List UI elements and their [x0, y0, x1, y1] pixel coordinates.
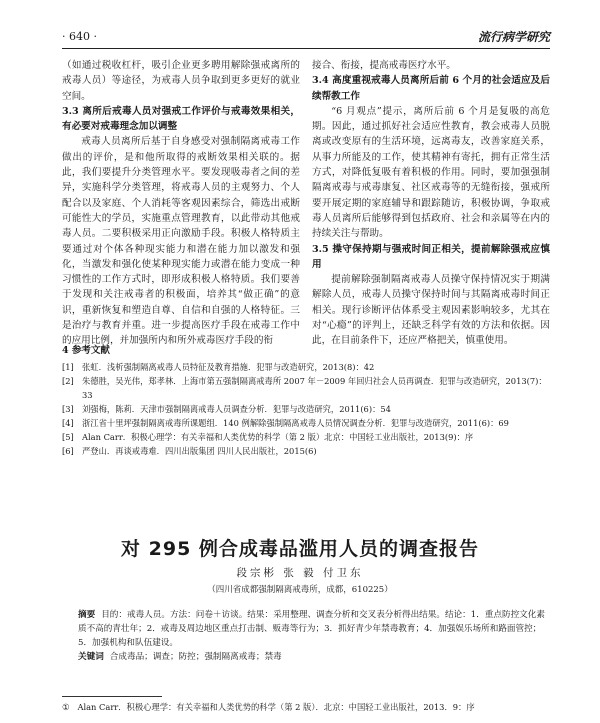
header-rule: [62, 48, 550, 49]
reference-item: [62, 444, 552, 458]
footnote-text: Alan Carr．积极心理学：有关幸福和人类优势的科学（第 2 版）．北京：中国轻工业出版社，2013．9：序: [77, 702, 475, 712]
left-paragraph-2: 戒毒人员离所后基于自身感受对强制隔离戒毒工作做出的评价，是和他所取得的戒断效果相关联的。据此，我们要提升分类管理水平。要发现吸毒者之间的差异，实施科学分类管理，将戒毒人员的主观努力、个人配合以及家庭、个人消耗等客观因素综合，筛选出戒断可能性大的学员，实施重点管理教育，以此带动其他戒毒人员。二要积极采用正向激励手段。积极人格特质主要通过对个体各种现实能力和潜在能力加以激发和强化，当激发和强化使某种现实能力或潜在能力变成一种习惯性的工作方式时，即形成积极人格特质。我们要善于发现和关注戒毒者的积极面，培养其“做正确”的意识，重新恢复和塑造自尊、自信和自强的人格特征。三是治疗与教育并重。进一步提高医疗手段在戒毒工作中的应用比例，并加强所内和所外戒毒医疗手段的衔: [62, 136, 300, 347]
reference-index: [6]: [62, 446, 74, 456]
reference-index: [3]: [62, 404, 74, 414]
reference-text: 朱德胜，吴光伟，郑孝林．上海市第五强制隔离戒毒所 2007 年－2009 年回归社会人员再调查．犯罪与改造研究，2013(7)：33: [82, 376, 547, 400]
abstract-block: [78, 608, 548, 664]
article-authors: 段宗彬 张 毅 付卫东: [236, 567, 364, 579]
reference-index: [4]: [62, 418, 74, 428]
footnote-rule: [62, 696, 162, 697]
abstract-label: 摘要: [78, 610, 96, 620]
section-heading-3-4: 3.4 高度重视戒毒人员离所后前 6 个月的社会适应及后续帮教工作: [312, 75, 550, 102]
article-affiliation: （四川省成都强制隔离戒毒所，成都，610225）: [207, 585, 393, 595]
abstract-paragraph: [78, 608, 548, 650]
footnote: [62, 701, 552, 713]
keywords-paragraph: [78, 650, 548, 664]
left-column: [62, 58, 300, 349]
reference-text: 张虹．浅析强制隔离戒毒人员特征及教育措施．犯罪与改造研究，2013(8)：42: [82, 362, 375, 372]
right-paragraph-3: 提前解除强制隔离戒毒人员操守保持情况实于期满解除人员，戒毒人员操守保持时间与其隔离戒毒时间正相关。现行诊断评估体系受主观因素影响较多，尤其在对“心瘾”的评判上，还缺乏科学有效的方法和依据。因此，在目前条件下，还应严格把关，慎重使用。: [312, 274, 550, 347]
page-number: · 640 ·: [62, 30, 97, 43]
section-heading-3-3: 3.3 离所后戒毒人员对强戒工作评价与戒毒效果相关，有必要对戒毒理念加以调整: [62, 105, 300, 133]
abstract-text: 目的：戒毒人员。方法：问卷＋访谈。结果：采用整理、调查分析和交叉表分析得出结果。结论：1．重点防控文化素质不高的青壮年；2．戒毒及周边地区重点打击制、贩毒等行为；3．抓好青少年禁毒教育；4．加强娱乐场所和路面管控；5．加强机构和队伍建设。: [78, 610, 545, 648]
reference-text: 严登山．再谈戒毒难．四川出版集团 四川人民出版社，2015(6): [82, 446, 317, 456]
right-paragraph-2: “6 月观点”提示，离所后前 6 个月是复吸的高危期。因此，通过抓好社会适应性教育，教会戒毒人员脱离或改变原有的生活环境，远离毒友，改善家庭关系，从事力所能及的工作，使其精神有寄托，拥有正常生活方式，对降低复吸有着积极的作用。同时，要加强强制隔离戒毒与戒毒康复、社区戒毒等的无缝衔接，强戒所要开展定期的家庭辅导和跟踪随访，积极协调，争取戒毒人员离所后能够得到包括政府、社会和亲属等在内的持续关注与帮助。: [312, 105, 550, 240]
reference-item: [62, 430, 552, 444]
reference-item: [62, 360, 552, 374]
footnote-index: ①: [62, 702, 70, 712]
references-title: 4 参考文献: [62, 345, 110, 356]
reference-item: [62, 416, 552, 430]
reference-text: 浙江省十里坪强制隔离戒毒所课题组．140 例解除强制隔离戒毒人员情况调查分析．犯罪与改造研究，2011(6)：69: [82, 418, 509, 428]
reference-text: Alan Carr．积极心理学：有关幸福和人类优势的科学（第 2 版）北京：中国轻工业出版社，2013(9)：序: [82, 432, 474, 442]
reference-index: [5]: [62, 432, 74, 442]
reference-index: [2]: [62, 376, 74, 386]
right-paragraph-1: 接合、衔接，提高戒毒医疗水平。: [312, 60, 456, 71]
keywords-text: 合成毒品；调查；防控；强制隔离戒毒；禁毒: [109, 652, 282, 662]
keywords-label: 关键词: [78, 652, 104, 662]
reference-item: [62, 402, 552, 416]
right-column: [312, 58, 550, 349]
journal-name: 流行病学研究: [477, 30, 550, 44]
references-section: [62, 344, 552, 458]
page-header: [62, 28, 550, 48]
reference-index: [1]: [62, 362, 74, 372]
left-paragraph-1: （如通过税收杠杆，吸引企业更多聘用解除强戒离所的戒毒人员）等途径，为戒毒人员争取到更多更好的就业空间。: [62, 60, 300, 102]
article-title: 对 295 例合成毒品滥用人员的调查报告: [121, 538, 479, 560]
section-heading-3-5: 3.5 操守保持期与强戒时间正相关，提前解除强戒应慎用: [312, 243, 550, 270]
reference-text: 刘强梅，陈莉．天津市强制隔离戒毒人员调查分析．犯罪与改造研究，2011(6)：54: [82, 404, 391, 414]
reference-item: [62, 374, 552, 402]
